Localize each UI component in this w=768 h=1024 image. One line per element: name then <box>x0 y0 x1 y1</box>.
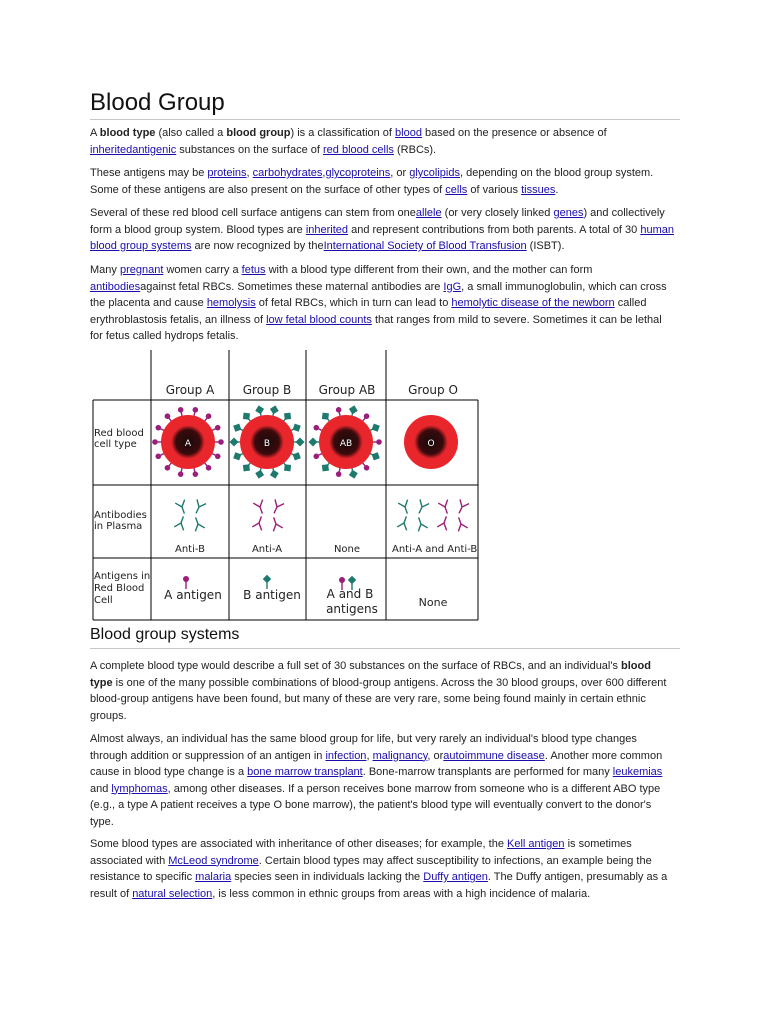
antibody-stem <box>181 516 183 523</box>
section-heading-blood-group-systems: Blood group systems <box>90 624 680 649</box>
link-red-blood-cells[interactable]: red blood cells <box>323 143 394 156</box>
antigen-b-head <box>322 413 329 420</box>
antibody-arm <box>252 521 259 528</box>
row-label-red-cell-line2: cell type <box>94 439 137 450</box>
link-tissues[interactable]: tissues <box>521 183 556 196</box>
antigen-b-head <box>233 452 241 460</box>
antibody-stem <box>404 516 406 523</box>
disease-association-paragraph: Some blood types are associated with inheritance of other diseases; for example, the Kell antigen is sometimes associated with McLeod syndrome. Certain blood types may affect susceptibility to infections, an example being the resistance to specific malaria species seen in individuals lacking the Duffy antigen. The Duffy antigen, presumably as a result of natural selection, is less common in ethnic groups from areas with a high incidence of malaria. <box>90 838 668 900</box>
column-header-group-a: Group A <box>165 383 215 397</box>
antibody-y <box>398 500 412 516</box>
antigen-a-head <box>193 407 199 413</box>
cell-label-b: B <box>263 439 271 449</box>
antigen-a-head <box>364 465 370 471</box>
antibody-y <box>415 499 430 515</box>
antigen-a-head <box>313 454 319 460</box>
antigen-b-head <box>349 470 358 479</box>
antibody-y <box>414 516 428 532</box>
antigen-a-head <box>165 413 171 419</box>
antibody-y <box>455 499 470 515</box>
antibody-y <box>454 516 468 532</box>
row-label-red-cell-line1: Red blood <box>94 428 144 439</box>
antigen-a-head <box>206 413 212 419</box>
antigen-a-head <box>206 465 212 471</box>
link-lymphomas[interactable]: lymphomas <box>111 782 168 795</box>
row-label-antigens-line1: Antigens in <box>94 571 151 582</box>
antigen-b-head <box>255 470 264 479</box>
antigen-a-pin-head <box>339 577 345 583</box>
intro-paragraph: A blood type (also called a blood group) is a classification of blood based on the presence or absence of inheritedantigenic substances on the surface of red blood cells (RBCs). <box>90 127 607 156</box>
antibody-y <box>253 500 267 516</box>
row-label-antigens-line2: Red Blood <box>94 583 145 594</box>
link-malaria[interactable]: malaria <box>195 871 232 883</box>
antigen-a-head <box>155 454 161 460</box>
link-hemolysis[interactable]: hemolysis <box>206 297 256 309</box>
antigen-a-head <box>336 407 342 413</box>
link-allele[interactable]: allele <box>415 207 442 219</box>
antibody-stem <box>445 507 447 514</box>
link-antibodies[interactable]: antibodies <box>90 280 141 293</box>
antigen-b-head <box>284 464 291 471</box>
link-cells[interactable]: cells <box>445 183 468 196</box>
antigen-a-head <box>215 425 221 431</box>
antigen-label-group-ab-line2: antigens <box>326 602 378 616</box>
antibody-label-group-o: Anti-A and Anti-B <box>392 544 478 555</box>
antigen-b-head <box>255 405 264 414</box>
antibody-arm <box>199 502 206 510</box>
antibody-y <box>269 516 283 532</box>
link-glycoproteins[interactable]: glycoproteins <box>325 167 391 179</box>
antibody-stem <box>196 517 198 524</box>
antigen-a-head <box>313 425 319 431</box>
antibody-arm <box>253 501 260 508</box>
antigen-b-head <box>270 405 279 414</box>
antibody-stem <box>405 507 407 514</box>
antigen-b-head <box>322 464 329 471</box>
antigen-b-head <box>270 470 279 479</box>
antigen-b-head <box>233 424 241 432</box>
link-hemolytic-disease[interactable]: hemolytic disease of the newborn <box>451 297 615 309</box>
page-title: Blood Group <box>90 88 680 120</box>
antibody-arm <box>397 521 404 528</box>
antibody-label-group-a: Anti-B <box>175 544 205 555</box>
antibody-arm <box>174 521 181 528</box>
antibody-glyphs <box>174 499 469 531</box>
antibody-stem <box>419 517 421 524</box>
link-blood[interactable]: blood <box>395 127 422 139</box>
antigen-a-head <box>193 471 199 477</box>
link-glycolipids[interactable]: glycolipids <box>409 167 460 179</box>
antigen-label-group-a: A antigen <box>164 588 222 602</box>
link-proteins[interactable]: proteins <box>207 167 247 179</box>
antigen-b-head <box>243 464 250 471</box>
link-mcleod-syndrome[interactable]: McLeod syndrome <box>168 854 259 867</box>
column-header-group-b: Group B <box>242 383 292 397</box>
antibody-y <box>270 499 285 515</box>
link-carbohydrates[interactable]: carbohydrates <box>252 167 323 179</box>
link-natural-selection[interactable]: natural selection <box>132 887 213 900</box>
antibody-y <box>397 515 411 531</box>
antibody-stem <box>444 516 446 523</box>
antibody-stem <box>182 507 184 514</box>
row-label-antigens-line3: Cell <box>94 595 113 606</box>
antigen-label-group-o: None <box>418 596 448 609</box>
link-low-fetal-blood-counts[interactable]: low fetal blood counts <box>266 313 372 326</box>
antigen-a-head <box>152 439 158 445</box>
systems-paragraph: Several of these red blood cell surface antigens can stem from oneallele (or very closely linked genes) and collectively form a blood group system. Blood types are inherited and represent contributions from both parents. A total of 30 human blood group systems are now recognized by theInternational Society of Blood Transfusion (ISBT). <box>90 207 674 252</box>
antigens-paragraph: These antigens may be proteins, carbohydrates,glycoproteins, or glycolipids, depending on the blood group system. Some of these antigens are also present on the surface of other types of cells of various tissues. <box>90 167 654 196</box>
antibody-arm <box>398 501 405 508</box>
antigen-a-head <box>178 407 184 413</box>
antigen-a-head <box>178 471 184 477</box>
antigen-b-pin-head <box>348 576 356 584</box>
link-bone-marrow-transplant[interactable]: bone marrow transplant <box>247 766 363 778</box>
antigen-b-head <box>293 424 301 432</box>
cell-label-a: A <box>184 439 192 449</box>
column-header-group-o: Group O <box>408 383 458 397</box>
link-isbt[interactable]: International Society of Blood Transfusion <box>323 240 527 252</box>
link-genes[interactable]: genes <box>553 207 584 219</box>
antigen-b-pin-head <box>263 575 271 583</box>
antigen-a-pin-head <box>183 576 189 582</box>
antigen-b-head <box>372 452 380 460</box>
antibody-arm <box>198 522 205 529</box>
antigen-b-head <box>243 413 250 420</box>
link-malignancy[interactable]: malignancy <box>372 749 428 762</box>
antibody-arm <box>461 522 468 529</box>
link-igg[interactable]: IgG <box>443 280 462 293</box>
antigen-a-head <box>364 413 370 419</box>
antigen-a-head <box>215 454 221 460</box>
antibody-y <box>192 499 207 515</box>
antibody-stem <box>274 507 277 513</box>
type-change-paragraph: Almost always, an individual has the same blood group for life, but very rarely an individual's blood type changes through addition or suppression of an antigen in infection, malignancy, orautoimmune disease. Another more common cause in blood type change is a bone marrow transplant. Bone-marrow transplants are performed for many leukemias and lymphomas, among other diseases. If a person receives bone marrow from someone who is a different ABO type (e.g., a type A patient receives a type O bone marrow), the patient's blood type will eventually convert to the donor's type. <box>90 733 663 828</box>
antibody-stem <box>259 516 261 523</box>
antibody-arm <box>462 502 469 510</box>
cell-label-o: O <box>427 439 435 449</box>
link-kell-antigen[interactable]: Kell antigen <box>507 838 565 850</box>
antigen-a-head <box>218 439 224 445</box>
antibody-y <box>191 516 205 532</box>
antigen-a-head <box>165 465 171 471</box>
link-human-blood-group-systems[interactable]: human blood group systems <box>90 223 674 252</box>
antigen-b-head <box>295 437 304 446</box>
antibody-stem <box>419 507 422 513</box>
antigen-a-head <box>376 439 382 445</box>
complete-type-paragraph: A complete blood type would describe a full set of 30 substances on the surface of RBCs, and an individual's blood type is one of the many possible combinations of blood-group antigens. Across the 30 blood groups, over 600 different blood-group antigens have been found, but many of these are very rare, some being found mainly in certain ethnic groups. <box>90 660 667 722</box>
antibody-arm <box>276 522 283 529</box>
link-inherited[interactable]: inherited <box>305 223 349 236</box>
antibody-arm <box>437 521 444 528</box>
antibody-y <box>438 500 452 516</box>
antibody-arm <box>422 502 429 510</box>
antibody-stem <box>260 507 262 514</box>
link-duffy-antigen[interactable]: Duffy antigen <box>423 871 488 883</box>
row-label-antibodies-line2: in Plasma <box>94 521 143 532</box>
antigen-b-head <box>284 413 291 420</box>
antibody-y <box>252 515 266 531</box>
antibody-y <box>175 500 189 516</box>
pregnancy-paragraph: Many pregnant women carry a fetus with a blood type different from their own, and the mother can form antibodiesagainst fetal RBCs. Sometimes these maternal antibodies are IgG, a small immunoglobulin, which can cross the placenta and cause hemolysis of fetal RBCs, which in turn can lead to hemolytic disease of the newborn called erythroblastosis fetalis, an illness of low fetal blood counts that ranges from mild to severe. Sometimes it can be lethal for fetus called hydrops fetalis. <box>90 264 667 342</box>
antibody-y <box>174 515 188 531</box>
antibody-arm <box>421 522 428 529</box>
blood-group-figure <box>90 350 482 622</box>
antibody-stem <box>459 507 462 513</box>
antigen-a-head <box>336 471 342 477</box>
row-label-antibodies-line1: Antibodies <box>94 510 147 521</box>
antigen-b-head <box>229 437 238 446</box>
antibody-arm <box>277 502 284 510</box>
antigen-b-head <box>293 452 301 460</box>
antigen-label-group-ab-line1: A and B <box>326 587 374 601</box>
antibody-label-group-b: Anti-A <box>251 544 283 555</box>
antigen-a-head <box>155 425 161 431</box>
red-blood-cells <box>152 405 458 478</box>
antibody-y <box>437 515 451 531</box>
antigen-label-group-b: B antigen <box>243 588 301 602</box>
cell-label-ab: AB <box>339 439 353 449</box>
link-autoimmune-disease[interactable]: autoimmune disease <box>443 749 545 762</box>
antibody-stem <box>459 517 461 524</box>
antigen-b-head <box>372 424 380 432</box>
antibody-stem <box>196 507 199 513</box>
antibody-stem <box>274 517 276 524</box>
link-pregnant[interactable]: pregnant <box>119 264 164 276</box>
antigen-b-head <box>349 405 358 414</box>
link-inherited-antigenic[interactable]: inheritedantigenic <box>90 143 177 156</box>
link-infection[interactable]: infection <box>325 749 367 762</box>
column-header-group-ab: Group AB <box>318 383 376 397</box>
link-leukemias[interactable]: leukemias <box>612 766 663 778</box>
antibody-label-group-ab: None <box>333 544 361 555</box>
link-fetus[interactable]: fetus <box>241 264 266 276</box>
antibody-arm <box>438 501 445 508</box>
antibody-arm <box>175 501 182 508</box>
antigen-b-head <box>308 437 317 446</box>
